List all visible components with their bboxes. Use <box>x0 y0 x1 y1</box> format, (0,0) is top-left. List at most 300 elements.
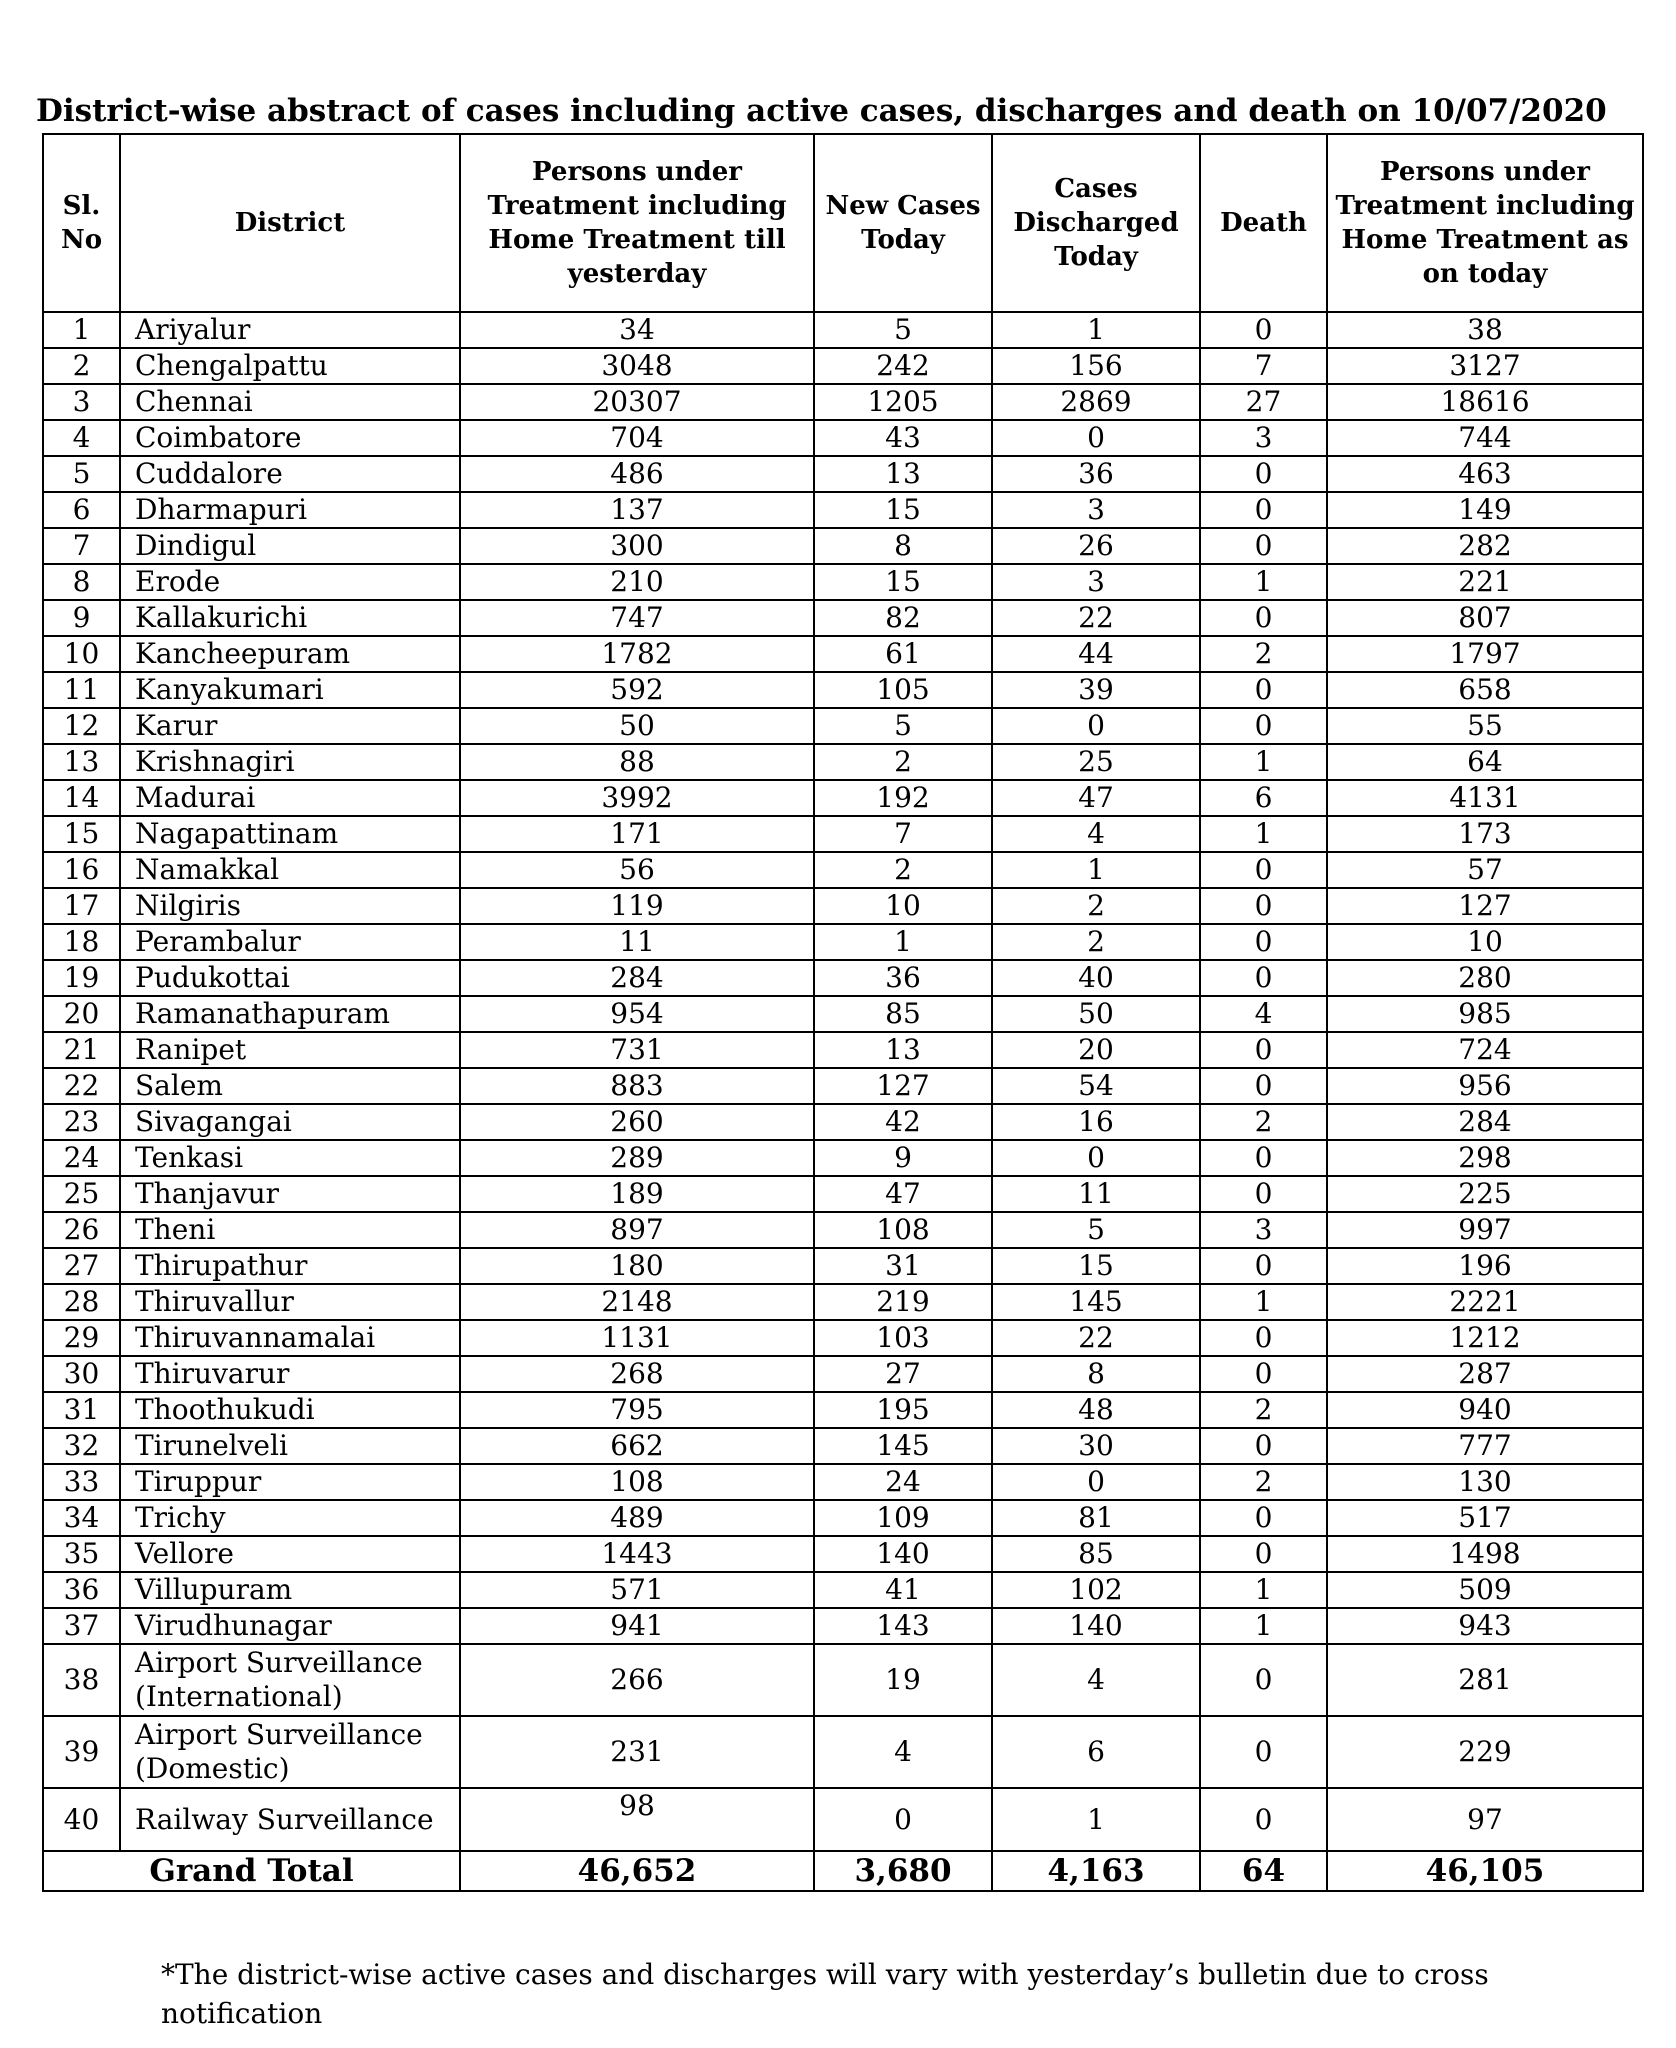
cell-persons-today: 130 <box>1327 1464 1643 1500</box>
cell-persons-yesterday: 592 <box>460 672 814 708</box>
cell-new-cases: 15 <box>814 492 992 528</box>
table-row <box>43 636 1643 672</box>
cell-sl-no: 15 <box>43 816 120 852</box>
cell-persons-yesterday: 108 <box>460 1464 814 1500</box>
cell-persons-yesterday: 180 <box>460 1248 814 1284</box>
table-row <box>43 564 1643 600</box>
cell-persons-today: 284 <box>1327 1104 1643 1140</box>
cell-sl-no: 12 <box>43 708 120 744</box>
cell-persons-today: 287 <box>1327 1356 1643 1392</box>
table-row <box>43 492 1643 528</box>
cell-sl-no: 11 <box>43 672 120 708</box>
cell-death: 1 <box>1200 1284 1327 1320</box>
cell-discharged: 3 <box>992 564 1200 600</box>
cell-sl-no: 39 <box>43 1716 120 1788</box>
cell-persons-yesterday: 11 <box>460 924 814 960</box>
cell-sl-no: 30 <box>43 1356 120 1392</box>
cell-discharged: 26 <box>992 528 1200 564</box>
cell-district: Thiruvarur <box>120 1356 460 1392</box>
cell-sl-no: 36 <box>43 1572 120 1608</box>
cell-discharged: 4 <box>992 816 1200 852</box>
cell-district: Thiruvallur <box>120 1284 460 1320</box>
cell-persons-today: 4131 <box>1327 780 1643 816</box>
cell-new-cases: 103 <box>814 1320 992 1356</box>
cell-death: 0 <box>1200 456 1327 492</box>
cell-sl-no: 29 <box>43 1320 120 1356</box>
cell-death: 0 <box>1200 924 1327 960</box>
cell-discharged: 1 <box>992 1788 1200 1851</box>
cell-district: Chennai <box>120 384 460 420</box>
table-row <box>43 996 1643 1032</box>
cell-death: 0 <box>1200 1248 1327 1284</box>
cell-persons-yesterday: 119 <box>460 888 814 924</box>
cell-persons-today: 280 <box>1327 960 1643 996</box>
cell-district: Kallakurichi <box>120 600 460 636</box>
cell-persons-today: 149 <box>1327 492 1643 528</box>
cell-death: 0 <box>1200 600 1327 636</box>
cell-persons-yesterday: 20307 <box>460 384 814 420</box>
cell-death: 0 <box>1200 312 1327 348</box>
cell-discharged: 2869 <box>992 384 1200 420</box>
cell-sl-no: 7 <box>43 528 120 564</box>
cell-sl-no: 17 <box>43 888 120 924</box>
cell-persons-today: 282 <box>1327 528 1643 564</box>
cell-new-cases: 13 <box>814 1032 992 1068</box>
cell-persons-yesterday: 56 <box>460 852 814 888</box>
cell-new-cases: 2 <box>814 744 992 780</box>
cell-discharged: 3 <box>992 492 1200 528</box>
cell-discharged: 47 <box>992 780 1200 816</box>
cell-death: 0 <box>1200 1320 1327 1356</box>
cell-discharged: 11 <box>992 1176 1200 1212</box>
cell-discharged: 8 <box>992 1356 1200 1392</box>
cell-persons-today: 3127 <box>1327 348 1643 384</box>
cell-death: 1 <box>1200 1608 1327 1644</box>
table-row <box>43 312 1643 348</box>
cell-sl-no: 16 <box>43 852 120 888</box>
cell-persons-today: 463 <box>1327 456 1643 492</box>
cell-death: 2 <box>1200 636 1327 672</box>
cell-sl-no: 32 <box>43 1428 120 1464</box>
cell-new-cases: 42 <box>814 1104 992 1140</box>
cell-death: 0 <box>1200 1788 1327 1851</box>
cell-district: Pudukottai <box>120 960 460 996</box>
table-row <box>43 816 1643 852</box>
cell-sl-no: 8 <box>43 564 120 600</box>
grand-total-row <box>43 1851 1643 1891</box>
cell-discharged: 0 <box>992 708 1200 744</box>
cell-sl-no: 40 <box>43 1788 120 1851</box>
cell-discharged: 6 <box>992 1716 1200 1788</box>
cell-persons-yesterday: 300 <box>460 528 814 564</box>
cell-sl-no: 38 <box>43 1644 120 1716</box>
cell-persons-yesterday: 88 <box>460 744 814 780</box>
cell-persons-yesterday: 489 <box>460 1500 814 1536</box>
table-row <box>43 924 1643 960</box>
cell-death: 0 <box>1200 1644 1327 1716</box>
cell-death: 0 <box>1200 1500 1327 1536</box>
cell-discharged: 156 <box>992 348 1200 384</box>
cell-death: 2 <box>1200 1104 1327 1140</box>
cell-death: 0 <box>1200 528 1327 564</box>
cell-new-cases: 24 <box>814 1464 992 1500</box>
cell-persons-yesterday: 1443 <box>460 1536 814 1572</box>
cell-death: 1 <box>1200 744 1327 780</box>
table-row <box>43 1356 1643 1392</box>
cell-persons-today: 985 <box>1327 996 1643 1032</box>
cell-persons-today: 281 <box>1327 1644 1643 1716</box>
cell-new-cases: 27 <box>814 1356 992 1392</box>
cell-new-cases: 19 <box>814 1644 992 1716</box>
cell-discharged: 81 <box>992 1500 1200 1536</box>
cell-persons-yesterday: 50 <box>460 708 814 744</box>
cell-district: Krishnagiri <box>120 744 460 780</box>
cell-discharged: 4 <box>992 1644 1200 1716</box>
cell-persons-today: 744 <box>1327 420 1643 456</box>
cell-new-cases: 145 <box>814 1428 992 1464</box>
cell-persons-yesterday: 34 <box>460 312 814 348</box>
cell-discharged: 48 <box>992 1392 1200 1428</box>
footnote: *The district-wise active cases and discharges will vary with yesterday’s bulletin due to cross notification <box>161 1958 1489 2030</box>
cell-district: Ramanathapuram <box>120 996 460 1032</box>
cell-new-cases: 109 <box>814 1500 992 1536</box>
cell-sl-no: 4 <box>43 420 120 456</box>
cell-persons-today: 777 <box>1327 1428 1643 1464</box>
cell-persons-yesterday: 704 <box>460 420 814 456</box>
table-row <box>43 1572 1643 1608</box>
cell-district: Tirunelveli <box>120 1428 460 1464</box>
header-new-cases: New Cases Today <box>814 134 992 312</box>
cell-district: Kanyakumari <box>120 672 460 708</box>
cell-district: Cuddalore <box>120 456 460 492</box>
cell-district: Tiruppur <box>120 1464 460 1500</box>
cell-persons-today: 1498 <box>1327 1536 1643 1572</box>
cell-death: 0 <box>1200 1536 1327 1572</box>
cell-death: 0 <box>1200 708 1327 744</box>
cell-district: Airport Surveillance (International) <box>120 1644 460 1716</box>
cell-district: Madurai <box>120 780 460 816</box>
cell-death: 1 <box>1200 564 1327 600</box>
cell-death: 0 <box>1200 1140 1327 1176</box>
cell-persons-today: 55 <box>1327 708 1643 744</box>
cell-district: Karur <box>120 708 460 744</box>
cell-new-cases: 105 <box>814 672 992 708</box>
table-body <box>43 312 1643 1851</box>
cell-persons-today: 997 <box>1327 1212 1643 1248</box>
header-district: District <box>120 134 460 312</box>
cell-persons-today: 173 <box>1327 816 1643 852</box>
cell-persons-today: 943 <box>1327 1608 1643 1644</box>
table-row <box>43 744 1643 780</box>
cell-persons-today: 221 <box>1327 564 1643 600</box>
cell-district: Sivagangai <box>120 1104 460 1140</box>
cell-persons-yesterday: 486 <box>460 456 814 492</box>
cell-district: Salem <box>120 1068 460 1104</box>
cell-sl-no: 31 <box>43 1392 120 1428</box>
grand-total-new: 3,680 <box>814 1851 992 1891</box>
cell-persons-yesterday: 1782 <box>460 636 814 672</box>
cell-persons-today: 1797 <box>1327 636 1643 672</box>
cell-persons-yesterday: 1131 <box>460 1320 814 1356</box>
table-row <box>43 1464 1643 1500</box>
cell-discharged: 140 <box>992 1608 1200 1644</box>
cell-new-cases: 1205 <box>814 384 992 420</box>
cell-death: 1 <box>1200 816 1327 852</box>
cell-persons-yesterday: 137 <box>460 492 814 528</box>
cell-discharged: 5 <box>992 1212 1200 1248</box>
cell-new-cases: 4 <box>814 1716 992 1788</box>
cell-discharged: 0 <box>992 1140 1200 1176</box>
cell-persons-yesterday: 747 <box>460 600 814 636</box>
cell-new-cases: 219 <box>814 1284 992 1320</box>
cell-persons-yesterday: 795 <box>460 1392 814 1428</box>
cell-discharged: 102 <box>992 1572 1200 1608</box>
cell-sl-no: 14 <box>43 780 120 816</box>
cell-district: Thiruvannamalai <box>120 1320 460 1356</box>
cell-persons-today: 57 <box>1327 852 1643 888</box>
cell-district: Thanjavur <box>120 1176 460 1212</box>
cell-district: Dharmapuri <box>120 492 460 528</box>
table-row <box>43 348 1643 384</box>
cell-new-cases: 13 <box>814 456 992 492</box>
cell-discharged: 1 <box>992 312 1200 348</box>
cell-persons-today: 658 <box>1327 672 1643 708</box>
table-row <box>43 780 1643 816</box>
cell-persons-yesterday: 731 <box>460 1032 814 1068</box>
cell-death: 0 <box>1200 1716 1327 1788</box>
cell-district: Tenkasi <box>120 1140 460 1176</box>
cell-persons-today: 18616 <box>1327 384 1643 420</box>
cell-death: 0 <box>1200 960 1327 996</box>
cell-sl-no: 21 <box>43 1032 120 1068</box>
cell-discharged: 54 <box>992 1068 1200 1104</box>
table-row <box>43 384 1643 420</box>
table-row <box>43 888 1643 924</box>
cell-death: 0 <box>1200 888 1327 924</box>
cell-persons-today: 225 <box>1327 1176 1643 1212</box>
cell-death: 2 <box>1200 1464 1327 1500</box>
cell-persons-today: 940 <box>1327 1392 1643 1428</box>
cell-sl-no: 28 <box>43 1284 120 1320</box>
cell-discharged: 22 <box>992 600 1200 636</box>
table-row <box>43 960 1643 996</box>
cell-death: 7 <box>1200 348 1327 384</box>
cell-district: Airport Surveillance (Domestic) <box>120 1716 460 1788</box>
cell-new-cases: 36 <box>814 960 992 996</box>
cell-discharged: 30 <box>992 1428 1200 1464</box>
cell-new-cases: 1 <box>814 924 992 960</box>
cell-discharged: 25 <box>992 744 1200 780</box>
table-row <box>43 1608 1643 1644</box>
cell-persons-yesterday: 210 <box>460 564 814 600</box>
cell-district: Virudhunagar <box>120 1608 460 1644</box>
table-row <box>43 1392 1643 1428</box>
cell-new-cases: 85 <box>814 996 992 1032</box>
table-row <box>43 1140 1643 1176</box>
cell-death: 0 <box>1200 672 1327 708</box>
cell-district: Railway Surveillance <box>120 1788 460 1851</box>
table-row <box>43 672 1643 708</box>
cell-sl-no: 26 <box>43 1212 120 1248</box>
grand-total-label: Grand Total <box>43 1851 460 1891</box>
cell-death: 0 <box>1200 1356 1327 1392</box>
cell-persons-yesterday: 3048 <box>460 348 814 384</box>
cell-death: 0 <box>1200 1428 1327 1464</box>
cell-persons-today: 196 <box>1327 1248 1643 1284</box>
cell-new-cases: 0 <box>814 1788 992 1851</box>
cell-death: 3 <box>1200 1212 1327 1248</box>
cell-district: Villupuram <box>120 1572 460 1608</box>
cell-new-cases: 140 <box>814 1536 992 1572</box>
table-row <box>43 1320 1643 1356</box>
cell-discharged: 50 <box>992 996 1200 1032</box>
cell-new-cases: 61 <box>814 636 992 672</box>
table-row <box>43 1500 1643 1536</box>
cell-new-cases: 15 <box>814 564 992 600</box>
cell-persons-yesterday: 268 <box>460 1356 814 1392</box>
cell-persons-yesterday: 189 <box>460 1176 814 1212</box>
cell-persons-today: 509 <box>1327 1572 1643 1608</box>
cell-persons-today: 298 <box>1327 1140 1643 1176</box>
table-row <box>43 1536 1643 1572</box>
cell-persons-today: 2221 <box>1327 1284 1643 1320</box>
cell-persons-yesterday: 941 <box>460 1608 814 1644</box>
table-row <box>43 600 1643 636</box>
cell-death: 4 <box>1200 996 1327 1032</box>
grand-total-yesterday: 46,652 <box>460 1851 814 1891</box>
cell-new-cases: 9 <box>814 1140 992 1176</box>
cell-persons-today: 1212 <box>1327 1320 1643 1356</box>
cell-district: Dindigul <box>120 528 460 564</box>
cell-discharged: 39 <box>992 672 1200 708</box>
cell-death: 2 <box>1200 1392 1327 1428</box>
cell-new-cases: 5 <box>814 312 992 348</box>
cell-persons-yesterday: 2148 <box>460 1284 814 1320</box>
cell-new-cases: 5 <box>814 708 992 744</box>
cell-discharged: 0 <box>992 1464 1200 1500</box>
cell-persons-today: 64 <box>1327 744 1643 780</box>
cell-sl-no: 37 <box>43 1608 120 1644</box>
grand-total-death: 64 <box>1200 1851 1327 1891</box>
cell-new-cases: 8 <box>814 528 992 564</box>
cell-discharged: 22 <box>992 1320 1200 1356</box>
table-row <box>43 1176 1643 1212</box>
cell-new-cases: 10 <box>814 888 992 924</box>
cell-district: Erode <box>120 564 460 600</box>
cell-death: 0 <box>1200 1032 1327 1068</box>
cell-new-cases: 2 <box>814 852 992 888</box>
grand-total-discharged: 4,163 <box>992 1851 1200 1891</box>
cell-sl-no: 9 <box>43 600 120 636</box>
cell-discharged: 15 <box>992 1248 1200 1284</box>
table-row <box>43 1104 1643 1140</box>
cell-new-cases: 31 <box>814 1248 992 1284</box>
table-row <box>43 1032 1643 1068</box>
cell-persons-today: 724 <box>1327 1032 1643 1068</box>
cell-sl-no: 18 <box>43 924 120 960</box>
cell-discharged: 40 <box>992 960 1200 996</box>
cell-new-cases: 41 <box>814 1572 992 1608</box>
header-discharged: Cases Discharged Today <box>992 134 1200 312</box>
cell-sl-no: 24 <box>43 1140 120 1176</box>
page-title: District-wise abstract of cases including active cases, discharges and death on 10/07/2020 <box>36 93 1607 129</box>
cell-sl-no: 22 <box>43 1068 120 1104</box>
cell-sl-no: 19 <box>43 960 120 996</box>
cell-new-cases: 108 <box>814 1212 992 1248</box>
header-persons-today: Persons under Treatment including Home Treatment as on today <box>1327 134 1643 312</box>
cell-district: Nilgiris <box>120 888 460 924</box>
cell-persons-today: 10 <box>1327 924 1643 960</box>
cell-district: Kancheepuram <box>120 636 460 672</box>
cell-sl-no: 35 <box>43 1536 120 1572</box>
cell-persons-yesterday: 289 <box>460 1140 814 1176</box>
cell-persons-today: 807 <box>1327 600 1643 636</box>
cell-new-cases: 143 <box>814 1608 992 1644</box>
cell-sl-no: 33 <box>43 1464 120 1500</box>
cell-district: Thoothukudi <box>120 1392 460 1428</box>
cell-death: 1 <box>1200 1572 1327 1608</box>
table-row <box>43 1788 1643 1851</box>
cell-sl-no: 1 <box>43 312 120 348</box>
cell-sl-no: 2 <box>43 348 120 384</box>
cell-discharged: 16 <box>992 1104 1200 1140</box>
cell-death: 0 <box>1200 492 1327 528</box>
cell-persons-yesterday: 897 <box>460 1212 814 1248</box>
table-row <box>43 528 1643 564</box>
cell-persons-today: 517 <box>1327 1500 1643 1536</box>
cell-discharged: 20 <box>992 1032 1200 1068</box>
cell-district: Theni <box>120 1212 460 1248</box>
table-row <box>43 420 1643 456</box>
cell-persons-yesterday: 98 <box>460 1788 814 1851</box>
cell-persons-today: 97 <box>1327 1788 1643 1851</box>
cell-death: 0 <box>1200 1068 1327 1104</box>
cell-discharged: 44 <box>992 636 1200 672</box>
cell-persons-yesterday: 571 <box>460 1572 814 1608</box>
cell-new-cases: 82 <box>814 600 992 636</box>
cell-sl-no: 6 <box>43 492 120 528</box>
cell-persons-today: 38 <box>1327 312 1643 348</box>
cell-district: Thirupathur <box>120 1248 460 1284</box>
cell-persons-yesterday: 662 <box>460 1428 814 1464</box>
cell-sl-no: 27 <box>43 1248 120 1284</box>
table-row <box>43 1644 1643 1716</box>
cell-new-cases: 7 <box>814 816 992 852</box>
cell-sl-no: 20 <box>43 996 120 1032</box>
cell-new-cases: 47 <box>814 1176 992 1212</box>
cell-persons-yesterday: 231 <box>460 1716 814 1788</box>
table-row <box>43 1716 1643 1788</box>
cell-persons-today: 127 <box>1327 888 1643 924</box>
cell-death: 27 <box>1200 384 1327 420</box>
cell-discharged: 0 <box>992 420 1200 456</box>
header-sl-no: Sl. No <box>43 134 120 312</box>
cell-district: Coimbatore <box>120 420 460 456</box>
district-cases-table <box>42 133 1644 1892</box>
cell-district: Trichy <box>120 1500 460 1536</box>
cell-district: Nagapattinam <box>120 816 460 852</box>
cell-persons-yesterday: 883 <box>460 1068 814 1104</box>
cell-death: 3 <box>1200 420 1327 456</box>
cell-discharged: 1 <box>992 852 1200 888</box>
table-row <box>43 1284 1643 1320</box>
cell-persons-today: 229 <box>1327 1716 1643 1788</box>
cell-district: Chengalpattu <box>120 348 460 384</box>
cell-sl-no: 10 <box>43 636 120 672</box>
grand-total-today: 46,105 <box>1327 1851 1643 1891</box>
cell-sl-no: 34 <box>43 1500 120 1536</box>
cell-sl-no: 25 <box>43 1176 120 1212</box>
